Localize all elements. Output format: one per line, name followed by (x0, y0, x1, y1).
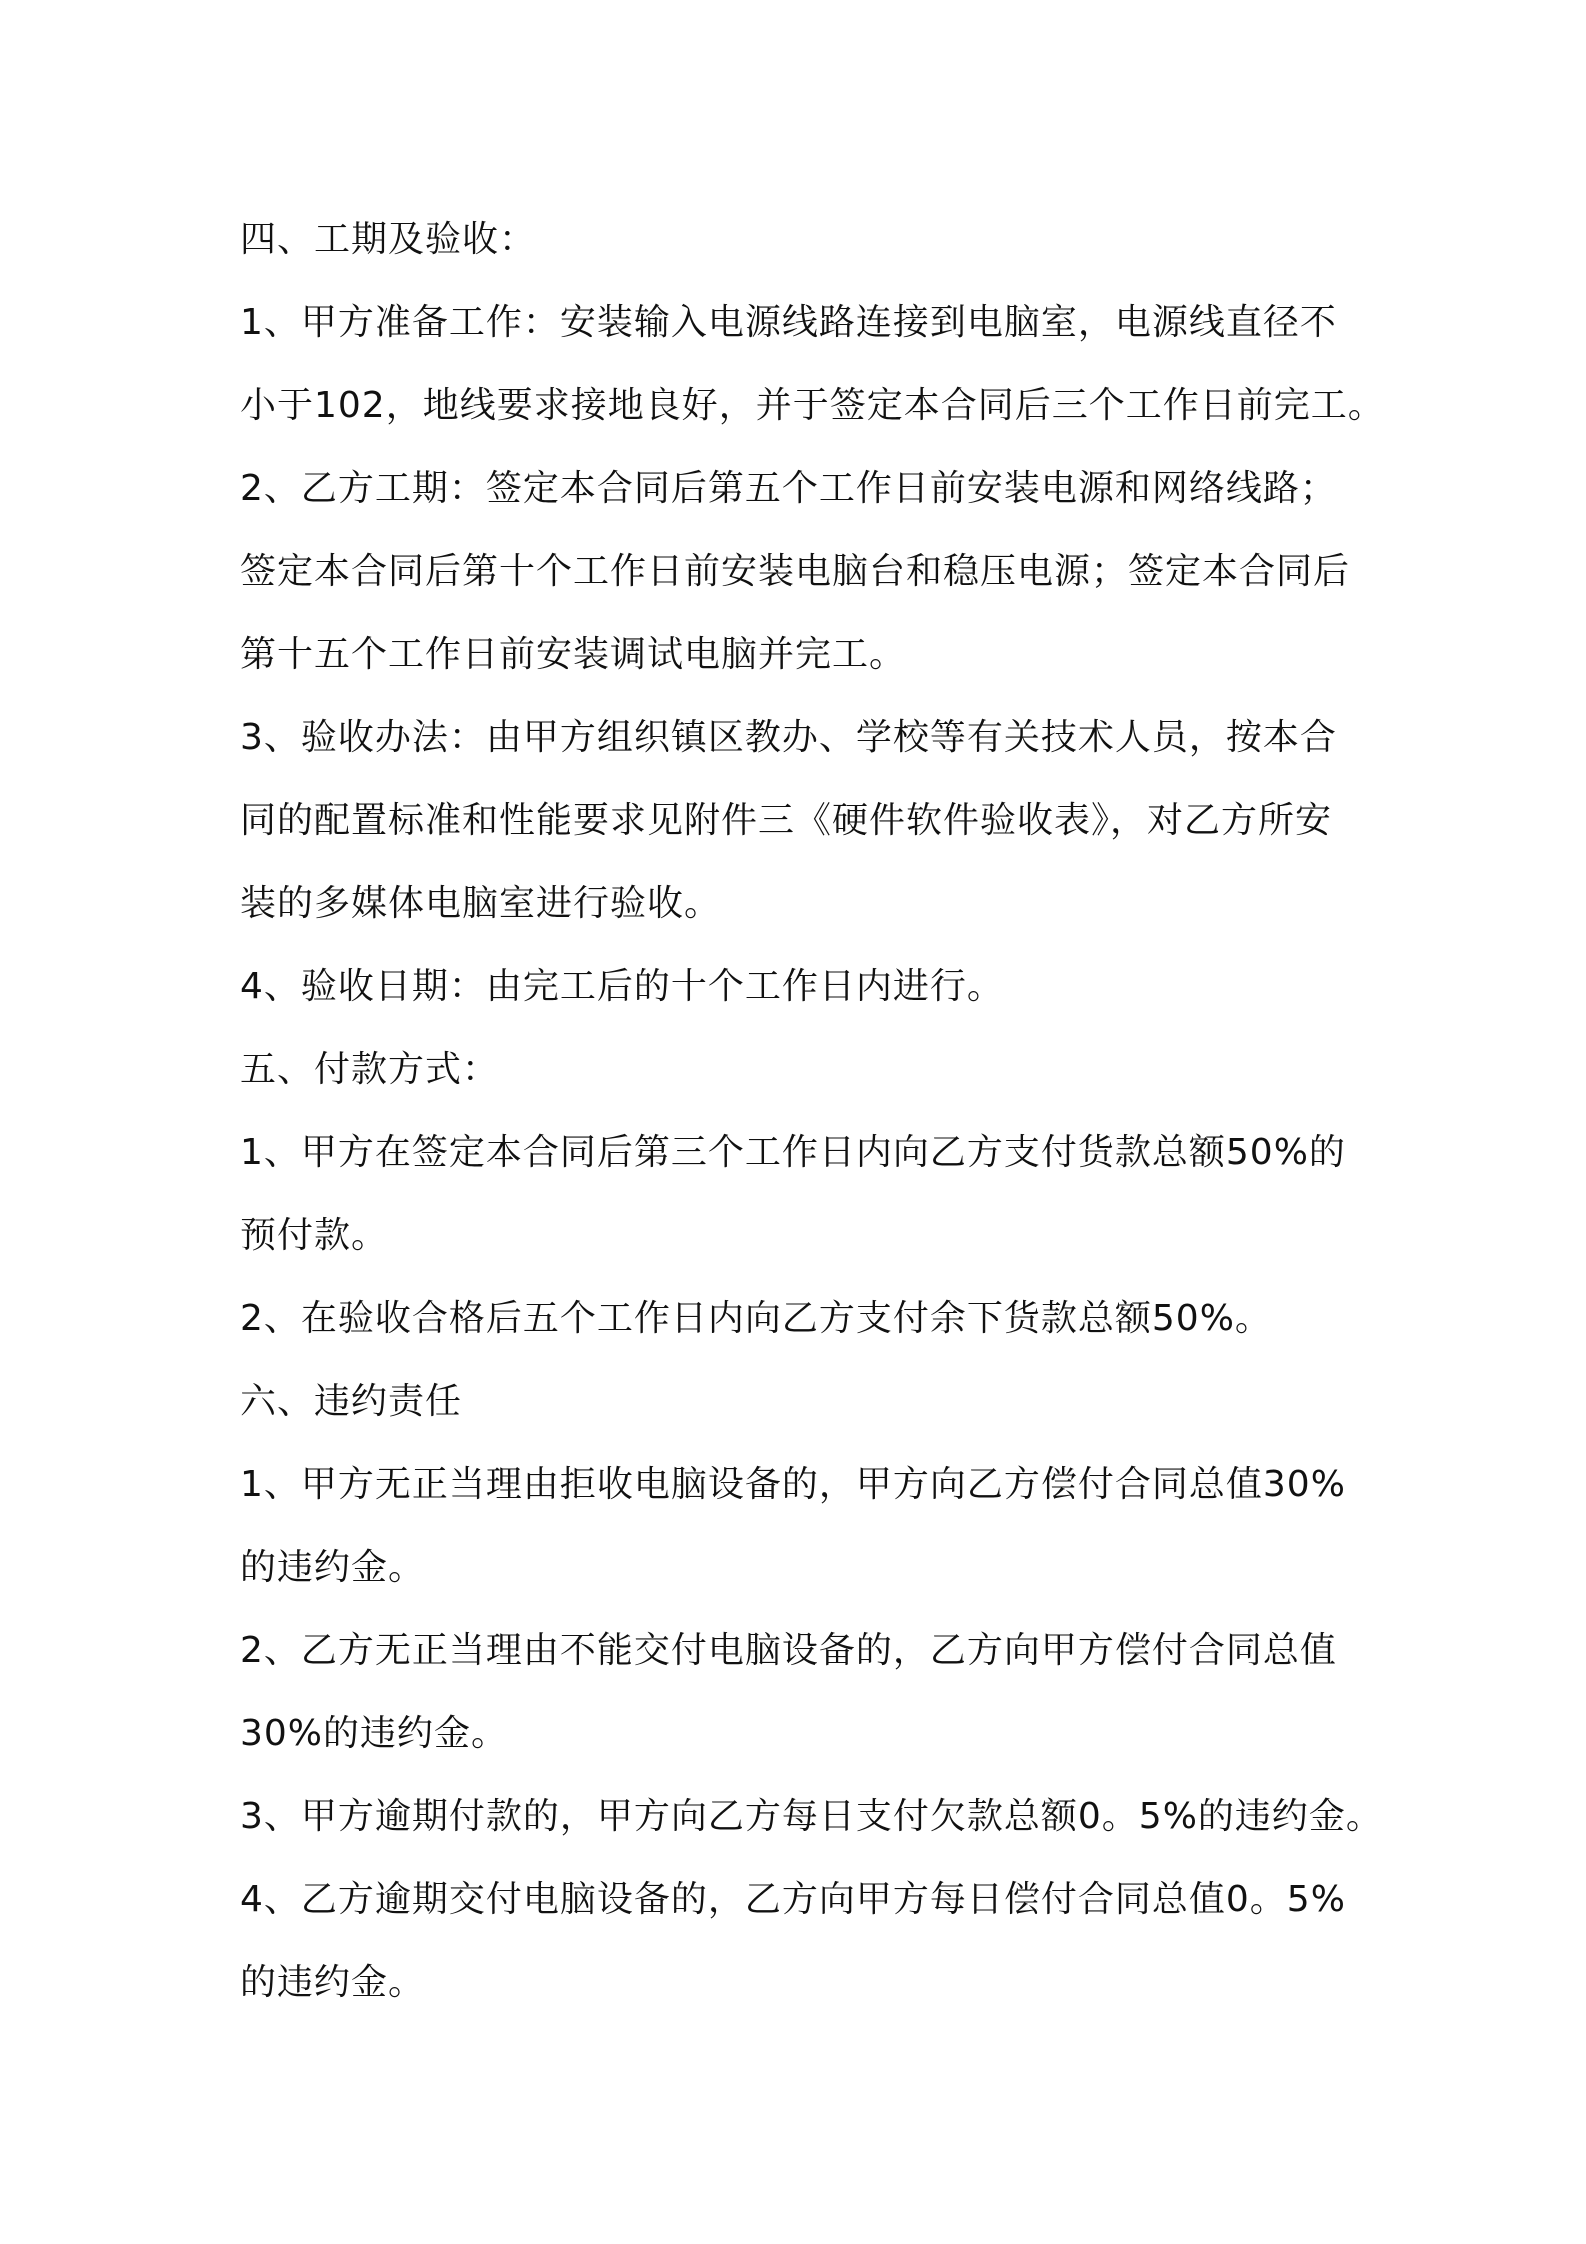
clause-line: 3、验收办法：由甲方组织镇区教办、学校等有关技术人员，按本合 (240, 717, 1337, 758)
clause-line: 装的多媒体电脑室进行验收。 (240, 883, 722, 924)
document-body (240, 198, 1385, 2024)
clause-line: 的违约金。 (240, 1962, 426, 2003)
section-heading-breach-liability: 六、违约责任 (240, 1381, 463, 1422)
clause-line: 2、乙方无正当理由不能交付电脑设备的，乙方向甲方偿付合同总值 (240, 1630, 1337, 1671)
section-heading-payment-method: 五、付款方式： (240, 1049, 500, 1090)
section-heading-schedule-acceptance: 四、工期及验收： (240, 219, 537, 260)
clause-line: 签定本合同后第十个工作日前安装电脑台和稳压电源；签定本合同后 (240, 551, 1351, 592)
clause-line: 2、在验收合格后五个工作日内向乙方支付余下货款总额50%。 (240, 1298, 1272, 1339)
clause-line: 1、甲方在签定本合同后第三个工作日内向乙方支付货款总额50%的 (240, 1132, 1346, 1173)
clause-line: 1、甲方无正当理由拒收电脑设备的，甲方向乙方偿付合同总值30% (240, 1464, 1346, 1505)
clause-line: 30%的违约金。 (240, 1713, 509, 1754)
clause-line: 4、乙方逾期交付电脑设备的，乙方向甲方每日偿付合同总值0。5% (240, 1879, 1346, 1920)
clause-line: 预付款。 (240, 1215, 389, 1256)
clause-line: 同的配置标准和性能要求见附件三《硬件软件验收表》，对乙方所安 (240, 800, 1333, 841)
clause-line: 的违约金。 (240, 1547, 426, 1588)
clause-line: 第十五个工作日前安装调试电脑并完工。 (240, 634, 907, 675)
clause-line: 2、乙方工期：签定本合同后第五个工作日前安装电源和网络线路； (240, 468, 1337, 509)
clause-line: 4、验收日期：由完工后的十个工作日内进行。 (240, 966, 1004, 1007)
clause-line: 1、甲方准备工作：安装输入电源线路连接到电脑室，电源线直径不 (240, 302, 1337, 343)
clause-line: 3、甲方逾期付款的，甲方向乙方每日支付欠款总额0。5%的违约金。 (240, 1796, 1383, 1837)
clause-line: 小于102，地线要求接地良好，并于签定本合同后三个工作日前完工。 (240, 385, 1385, 426)
